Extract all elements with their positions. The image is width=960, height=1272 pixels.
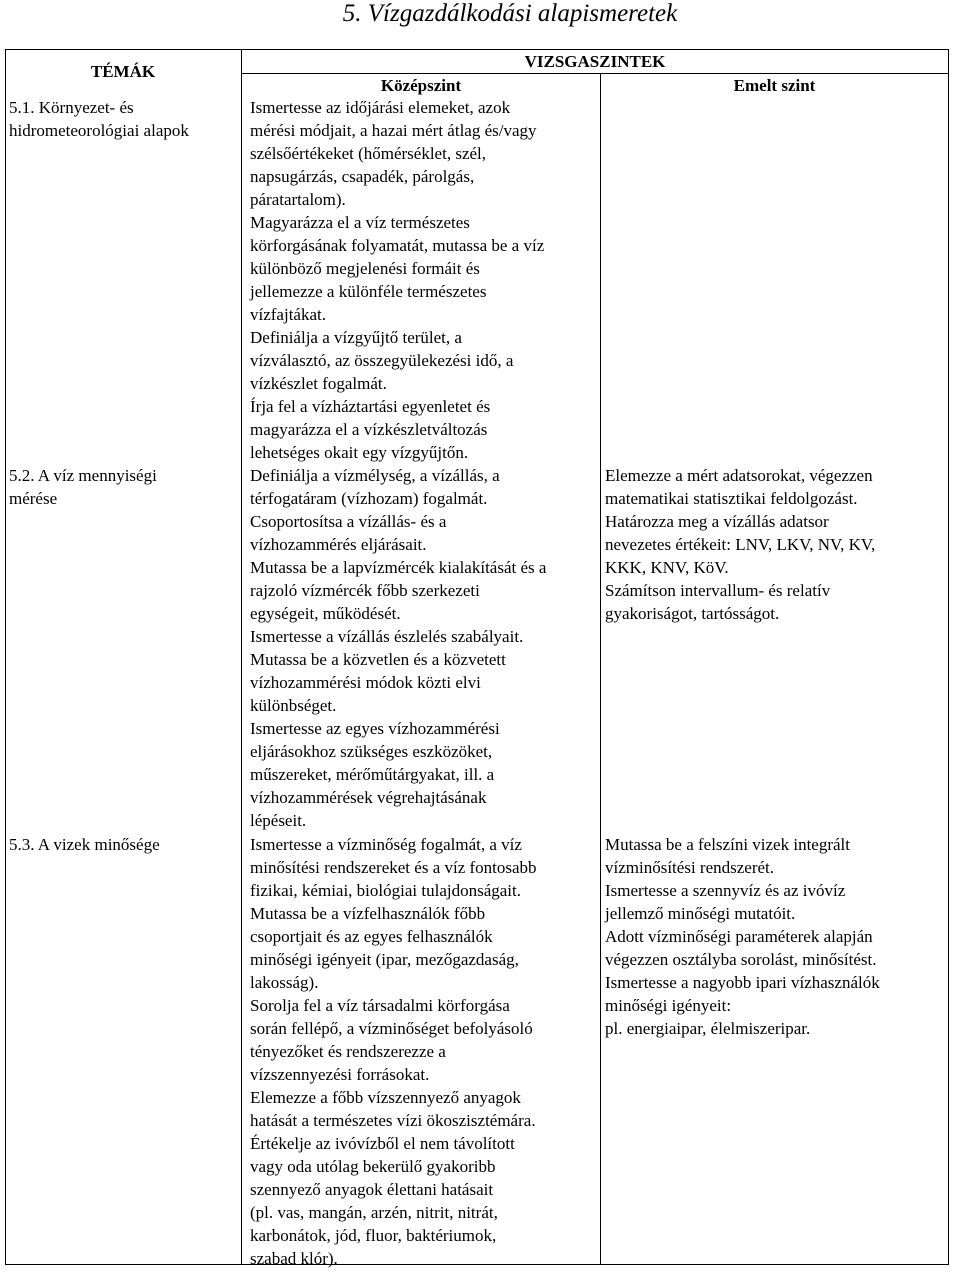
text-line: Mutassa be a vízfelhasználók főbb [250,904,486,923]
requirement-item [250,1086,537,1132]
intermediate-5-1 [250,96,544,464]
text-line: körforgásának folyamatát, mutassa be a víz [250,236,545,255]
text-line: hatását a természetes vízi ökoszisztémára. [250,1111,536,1130]
text-line: minőségi igényeit: [605,996,732,1015]
text-line: vízkészlet fogalmát. [250,374,387,393]
text-line: fizikai, kémiai, biológiai tulajdonságait. [250,881,521,900]
text-line: minőségi igényeit (ipar, mezőgazdaság, [250,950,519,969]
column-divider-topics [241,49,242,1265]
text-line: nevezetes értékeit: LNV, LKV, NV, KV, [605,535,876,554]
header-topics: TÉMÁK [90,62,156,81]
text-line: Mutassa be a felszíni vizek integrált [605,835,850,854]
text-line: Elemezze a mért adatsorokat, végezzen [605,466,873,485]
topic-5-2 [9,464,157,510]
text-line: páratartalom). [250,190,346,209]
header-intermediate-level: Középszint [380,76,462,95]
text-line: jellemző minőségi mutatóit. [605,904,796,923]
text-line: szennyező anyagok élettani hatásait [250,1180,494,1199]
text-line: csoportjait és az egyes felhasználók [250,927,493,946]
text-line: minősítési rendszereket és a víz fontosabb [250,858,537,877]
requirement-item [250,211,544,326]
topic-5-1 [9,96,189,142]
text-line: Számítson intervallum- és relatív [605,581,831,600]
text-line: Adott vízminőségi paraméterek alapján [605,927,873,946]
requirement-item [250,395,544,464]
table-border-right [948,49,949,1265]
text-line: tényezőket és rendszerezze a [250,1042,446,1061]
column-divider-levels [600,74,601,1265]
text-line: karbonátok, jód, fluor, baktériumok, [250,1226,497,1245]
text-line: lépéseit. [250,811,307,830]
text-line: rajzoló vízmércék főbb szerkezeti [250,581,480,600]
intermediate-5-2 [250,464,546,832]
text-line: vízfajtákat. [250,305,326,324]
text-line: szabad klór). [250,1249,338,1268]
text-line: Sorolja fel a víz társadalmi körforgása [250,996,510,1015]
text-line: Csoportosítsa a vízállás- és a [250,512,447,531]
text-line: Ismertesse a nagyobb ipari vízhasználók [605,973,880,992]
text-line: matematikai statisztikai feldolgozást. [605,489,858,508]
requirement-item [250,833,537,1086]
topic-line: 5.2. A víz mennyiségi [9,466,157,485]
topic-line: 5.1. Környezet- és [9,98,134,117]
text-line: végezzen osztályba sorolást, minősítést. [605,950,877,969]
text-line: szélsőértékeket (hőmérséklet, szél, [250,144,487,163]
requirement-item [250,648,546,717]
text-line: egységeit, működését. [250,604,401,623]
requirement-item [605,833,880,1040]
text-line: napsugárzás, csapadék, párolgás, [250,167,475,186]
text-line: Ismertesse az egyes vízhozammérési [250,719,500,738]
header-advanced-level: Emelt szint [733,76,816,95]
topic-line: hidrometeorológiai alapok [9,121,189,140]
requirement-item [605,464,875,510]
text-line: gyakoriságot, tartósságot. [605,604,780,623]
advanced-5-3 [605,833,880,1040]
topic-line: mérése [9,489,58,508]
text-line: Értékelje az ivóvízből el nem távolított [250,1134,515,1153]
text-line: térfogatáram (vízhozam) fogalmát. [250,489,488,508]
text-line: KKK, KNV, KöV. [605,558,729,577]
text-line: Írja fel a vízháztartási egyenletet és [250,397,491,416]
text-line: különböző megjelenési formáit és [250,259,480,278]
text-line: (pl. vas, mangán, arzén, nitrit, nitrát, [250,1203,498,1222]
text-line: vízhozammérési módok közti elvi [250,673,481,692]
text-line: magyarázza el a vízkészletváltozás [250,420,488,439]
text-line: vízhozammérés eljárásait. [250,535,427,554]
text-line: Definiálja a vízgyűjtő terület, a [250,328,462,347]
text-line: pl. energiaipar, élelmiszeripar. [605,1019,811,1038]
text-line: során fellépő, a vízminőséget befolyásoló [250,1019,533,1038]
requirement-item [605,510,875,625]
text-line: műszereket, mérőműtárgyakat, ill. a [250,765,495,784]
text-line: vízhozammérések végrehajtásának [250,788,487,807]
advanced-5-2 [605,464,875,625]
text-line: mérési módjait, a hazai mért átlag és/vagy [250,121,537,140]
page-title: 5. Vízgazdálkodási alapismeretek [342,0,678,27]
text-line: Elemezze a főbb vízszennyező anyagok [250,1088,521,1107]
header-exam-levels: VIZSGASZINTEK [524,52,666,71]
text-line: vízminősítési rendszerét. [605,858,775,877]
requirement-item [250,625,546,648]
text-line: Definiálja a vízmélység, a vízállás, a [250,466,500,485]
text-line: Ismertesse a vízminőség fogalmát, a víz [250,835,522,854]
text-line: Mutassa be a közvetlen és a közvetett [250,650,506,669]
text-line: lakosság). [250,973,319,992]
requirement-item [250,510,546,625]
table-border-left [5,49,6,1265]
text-line: Magyarázza el a víz természetes [250,213,470,232]
text-line: Határozza meg a vízállás adatsor [605,512,829,531]
text-line: eljárásokhoz szükséges eszközöket, [250,742,493,761]
text-line: Ismertesse a szennyvíz és az ivóvíz [605,881,846,900]
syllabus-table [5,49,949,1268]
text-line: Ismertesse a vízállás észlelés szabályait. [250,627,524,646]
text-line: vízszennyezési forrásokat. [250,1065,430,1084]
text-line: lehetséges okait egy vízgyűjtőn. [250,443,469,462]
requirement-item [250,326,544,395]
text-line: különbséget. [250,696,337,715]
text-line: Mutassa be a lapvízmércék kialakítását és a [250,558,547,577]
requirement-item [250,717,546,832]
text-line: vagy oda utólag bekerülő gyakoribb [250,1157,496,1176]
requirement-item [250,464,546,510]
topic-line: 5.3. A vizek minősége [9,835,160,854]
text-line: vízválasztó, az összegyülekezési idő, a [250,351,514,370]
requirement-item [250,96,544,211]
intermediate-5-3 [250,833,537,1270]
requirement-item [250,1132,537,1270]
text-line: jellemezze a különféle természetes [250,282,487,301]
text-line: Ismertesse az időjárási elemeket, azok [250,98,511,117]
topic-5-3 [9,833,160,856]
